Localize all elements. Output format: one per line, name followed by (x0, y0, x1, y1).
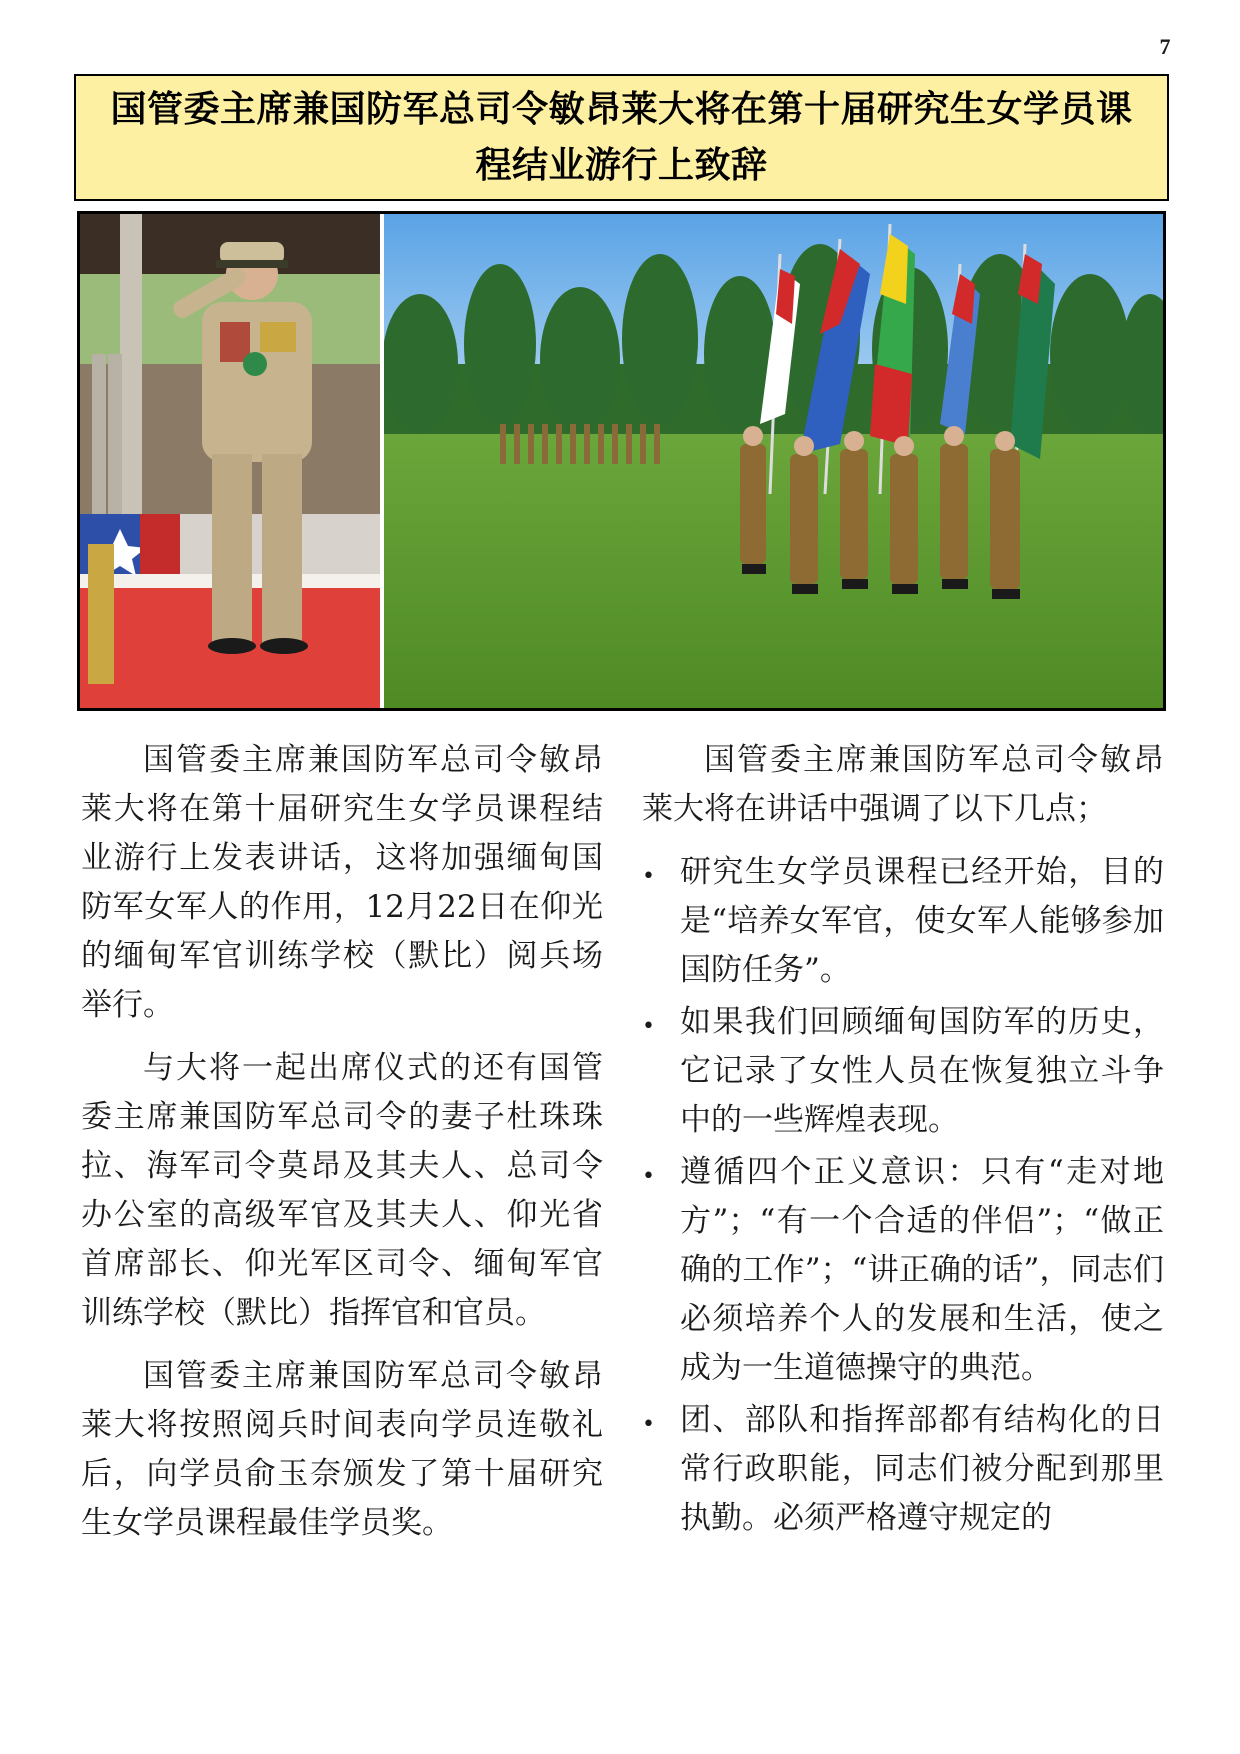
paragraph: 国管委主席兼国防军总司令敏昂莱大将在第十届研究生女学员课程结业游行上发表讲话，这将加强缅甸国防军女军人的作用，12月22日在仰光的缅甸军官训练学校（默比）阅兵场举行。 (81, 742, 603, 1023)
right-column (642, 736, 1164, 1546)
paragraph-intro: 国管委主席兼国防军总司令敏昂莱大将在讲话中强调了以下几点； (642, 742, 1164, 827)
photo-left-general-saluting (80, 214, 412, 708)
bullet-list (642, 848, 1164, 1543)
page-title: 国管委主席兼国防军总司令敏昂莱大将在第十届研究生女学员课程结业游行上致辞 (110, 88, 1133, 186)
left-column (81, 736, 603, 1562)
bullet-item: • 遵循四个正义意识：只有“走对地方”；“有一个合适的伴侣”；“做正确的工作”；“讲正确的话”，同志们必须培养个人的发展和生活，使之成为一生道德操守的典范。 (642, 1148, 1164, 1393)
bullet-item: • 研究生女学员课程已经开始，目的是“培养女军官，使女军人能够参加国防任务”。 (642, 848, 1164, 995)
event-photo (80, 214, 1163, 708)
bullet-item: • 团、部队和指挥部都有结构化的日常行政职能，同志们被分配到那里执勤。必须严格遵守规定的 (642, 1396, 1164, 1543)
paragraph: 国管委主席兼国防军总司令敏昂莱大将按照阅兵时间表向学员连敬礼后，向学员俞玉奈颁发了第十届研究生女学员课程最佳学员奖。 (81, 1358, 603, 1541)
page-number: 7 (1159, 34, 1171, 59)
bullet-item: • 如果我们回顾缅甸国防军的历史，它记录了女性人员在恢复独立斗争中的一些辉煌表现。 (642, 998, 1164, 1145)
title-box (74, 74, 1169, 201)
photo-frame (77, 211, 1166, 711)
paragraph: 与大将一起出席仪式的还有国管委主席兼国防军总司令的妻子杜珠珠拉、海军司令莫昂及其夫人、总司令办公室的高级军官及其夫人、仰光省首席部长、仰光军区司令、缅甸军官训练学校（默比）指挥官和官员。 (81, 1050, 603, 1331)
photo-right-parade-flags (382, 214, 1163, 708)
